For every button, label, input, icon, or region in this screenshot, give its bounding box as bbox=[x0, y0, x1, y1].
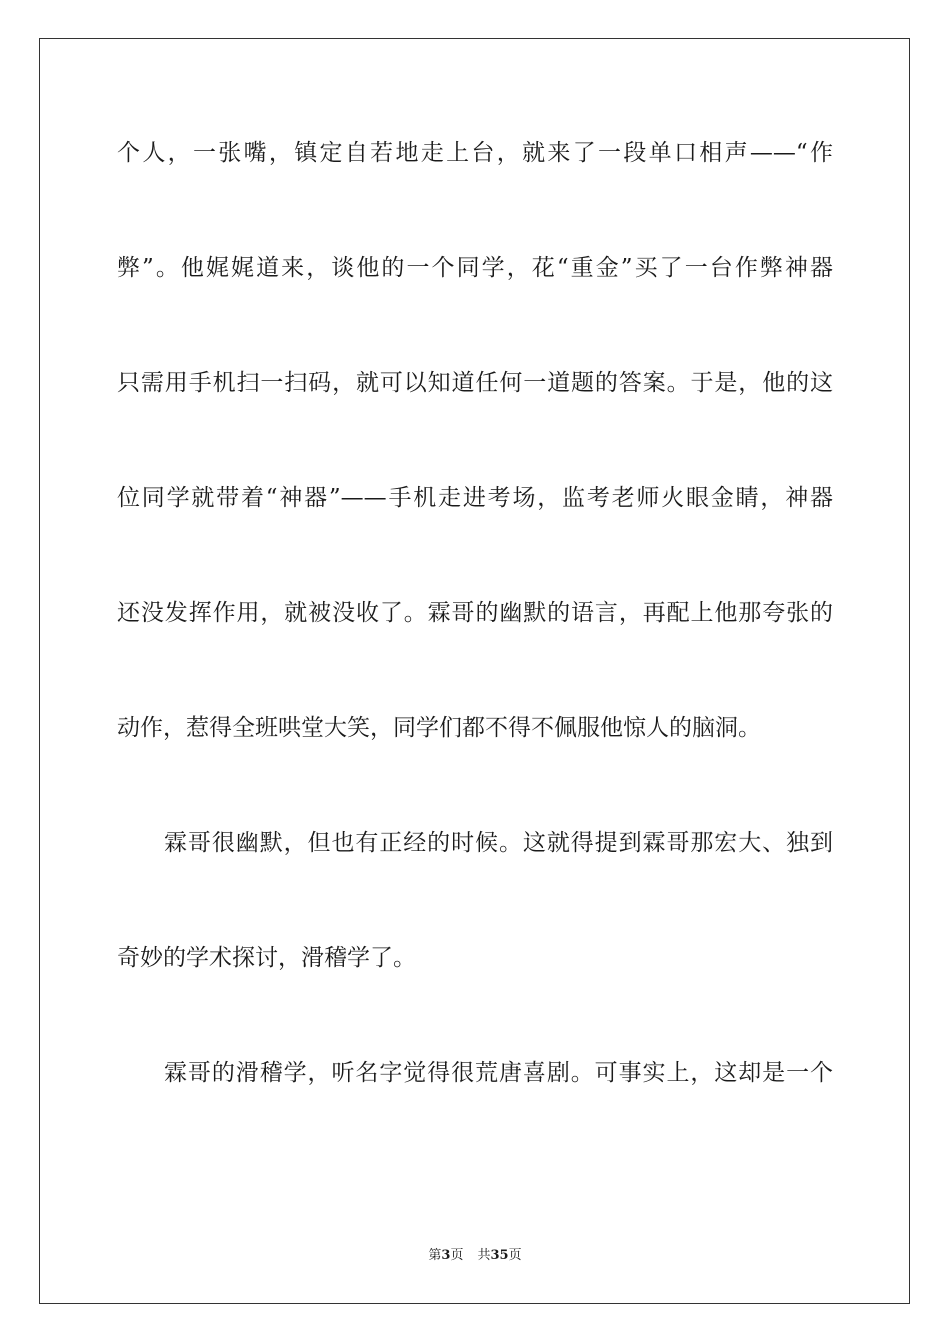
text-line-3: 只需用手机扫一扫码，就可以知道任何一道题的答案。于是，他的这 bbox=[117, 370, 833, 396]
text-line-8: 奇妙的学术探讨，滑稽学了。 bbox=[117, 945, 416, 971]
total-pages: 35 bbox=[490, 1248, 509, 1263]
total-suffix: 页 bbox=[508, 1248, 522, 1263]
text-line-1: 个人，一张嘴，镇定自若地走上台，就来了一段单口相声——“作 bbox=[117, 140, 833, 166]
text-line-9: 霖哥的滑稽学，听名字觉得很荒唐喜剧。可事实上，这却是一个 bbox=[164, 1060, 833, 1086]
text-line-5: 还没发挥作用，就被没收了。霖哥的幽默的语言，再配上他那夸张的 bbox=[117, 600, 833, 626]
text-line-7: 霖哥很幽默，但也有正经的时候。这就得提到霖哥那宏大、独到 bbox=[164, 830, 833, 856]
total-prefix: 共 bbox=[477, 1248, 491, 1263]
text-line-4: 位同学就带着“神器”——手机走进考场，监考老师火眼金睛，神器 bbox=[117, 485, 833, 511]
text-line-2: 弊”。他娓娓道来，谈他的一个同学，花“重金”买了一台作弊神器 bbox=[117, 255, 833, 281]
page-suffix: 页 bbox=[450, 1248, 464, 1263]
page-footer bbox=[0, 1248, 950, 1264]
page-number: 3 bbox=[441, 1248, 451, 1263]
page-border bbox=[39, 38, 910, 1304]
text-line-6: 动作，惹得全班哄堂大笑，同学们都不得不佩服他惊人的脑洞。 bbox=[117, 715, 761, 741]
page-prefix: 第 bbox=[428, 1248, 442, 1263]
